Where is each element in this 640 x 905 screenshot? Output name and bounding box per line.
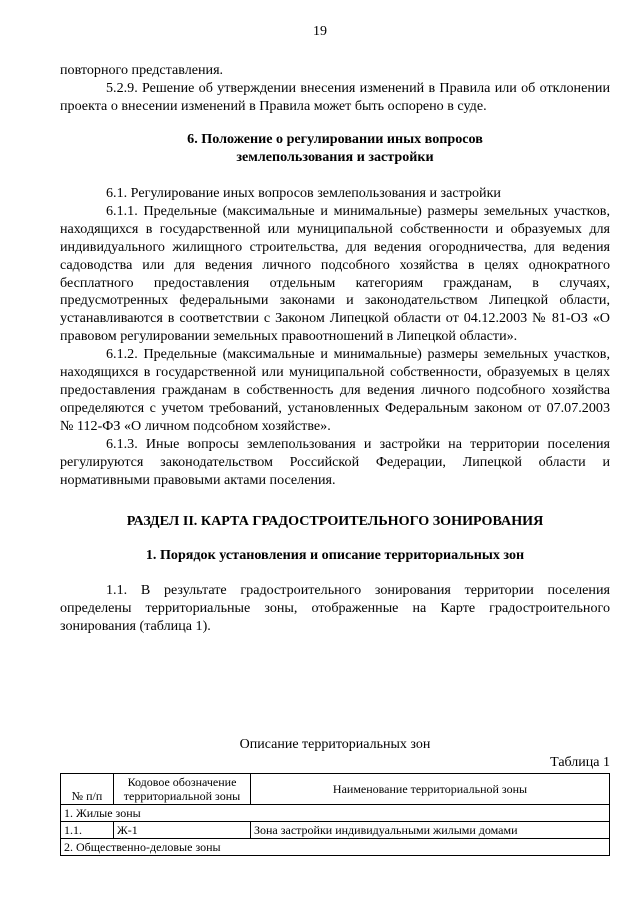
paragraph-6-1-3: 6.1.3. Иные вопросы землепользования и застройки на территории поселения регулируются законодательством Российской Федерации, Липецкой области и нормативными правовыми актами поселения.	[60, 435, 610, 488]
subsection-1-body	[60, 582, 610, 636]
paragraph: повторного представления.	[60, 62, 224, 78]
section-5-tail	[60, 62, 610, 116]
subsection-1-title	[60, 547, 610, 565]
table-caption: Описание территориальных зон	[239, 737, 431, 752]
paragraph-5-2-9: 5.2.9. Решение об утверждении внесения изменений в Правила или об отклонении проекта о внесении изменений в Правила может быть оспорено в суде.	[60, 79, 610, 114]
table-row	[61, 839, 610, 856]
table-row	[61, 805, 610, 822]
table-header-row	[61, 774, 610, 805]
section-2-title	[60, 513, 610, 531]
table-header-cell: № п/п	[61, 774, 114, 805]
table-group-cell: 1. Жилые зоны	[61, 805, 610, 822]
table-cell: Ж-1	[114, 822, 251, 839]
table-header-cell: Наименование территориальной зоны	[251, 774, 610, 805]
section-6-heading	[60, 131, 610, 167]
heading-line: 6. Положение о регулировании иных вопросов	[187, 131, 483, 147]
zones-table	[60, 773, 610, 856]
paragraph-6-1-1: 6.1.1. Предельные (максимальные и минимальные) размеры земельных участков, находящихся в государственной или муниципальной собственности и образуемых для индивидуального жилищного строительства, для ведения огородничества, для ведения садоводства или для ведения личного подсобного хозяйства в целях однократного бесплатного предоставления отдельным категориям гражданам, в случаях, предусмотренных федеральными законами и законодательством Липецкой области, устанавливаются в соответствии с Законом Липецкой области от 04.12.2003 № 81-ОЗ «О правовом регулировании земельных правоотношений в Липецкой области».	[60, 202, 610, 345]
table-cell: Зона застройки индивидуальными жилыми домами	[251, 822, 610, 839]
section-title: РАЗДЕЛ II. КАРТА ГРАДОСТРОИТЕЛЬНОГО ЗОНИРОВАНИЯ	[126, 513, 544, 529]
table-group-cell: 2. Общественно-деловые зоны	[61, 839, 610, 856]
heading-line: землепользования и застройки	[236, 148, 434, 165]
table-header-cell: Кодовое обозначение территориальной зоны	[114, 774, 251, 805]
section-6-body	[60, 185, 610, 489]
page-number: 19	[313, 24, 327, 39]
paragraph-1-1: 1.1. В результате градостроительного зонирования территории поселения определены территориальные зоны, отображенные на Карте градостроительного зонирования (таблица 1).	[60, 582, 610, 634]
paragraph-6-1: 6.1. Регулирование иных вопросов землепользования и застройки	[106, 185, 501, 201]
subsection-title: 1. Порядок установления и описание территориальных зон	[145, 547, 525, 563]
table-cell: 1.1.	[61, 822, 114, 839]
table-row	[61, 822, 610, 839]
paragraph-6-1-2: 6.1.2. Предельные (максимальные и минимальные) размеры земельных участков, находящихся в государственной или муниципальной собственности, образуемых в целях предоставления гражданам в собственность для ведения личного подсобного хозяйства определяются с учетом требований, установленных Федеральным законом от 07.07.2003 № 112-ФЗ «О личном подсобном хозяйстве».	[60, 346, 610, 434]
table-label: Таблица 1	[550, 755, 610, 770]
